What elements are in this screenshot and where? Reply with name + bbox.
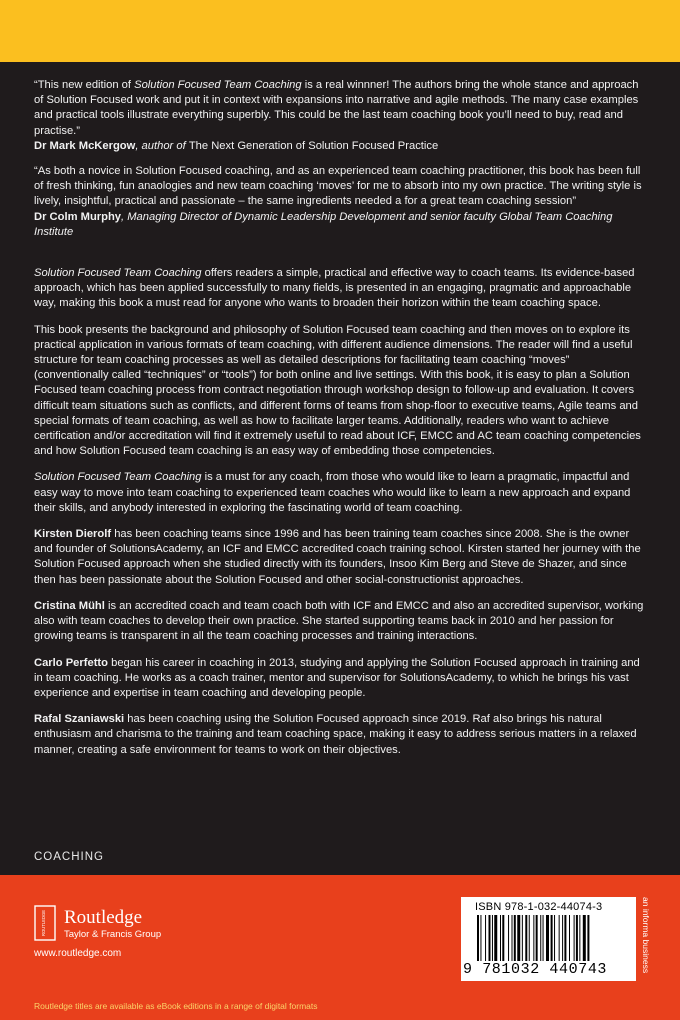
barcode-bar	[533, 915, 534, 961]
quote-2-text: “As both a novice in Solution Focused coaching, and as an experienced team coaching practitioner, this book has been full of fresh thinking, fun anaologies and new team coaching ‘moves’ for me to absorb into my own practice. The writing style is lively, insightful, practical and passionate – the same ingredients needed a for a great team coaching session”	[34, 165, 642, 208]
author-bio-carlo-perfetto	[34, 656, 646, 702]
barcode-bar	[559, 915, 560, 961]
publisher-band	[0, 875, 680, 1020]
routledge-logo-mark-icon	[34, 905, 56, 941]
publisher-url[interactable]: www.routledge.com	[34, 948, 122, 959]
endorsement-quote-2	[34, 164, 646, 240]
endorsement-quote-1	[34, 78, 646, 154]
author-bio-text: began his career in coaching in 2013, studying and applying the Solution Focused approach in training and in team coaching. He works as a coach trainer, mentor and supervisor for SolutionsAcademy, to which he brings his vast experience and expertise in team coaching and developing people.	[34, 656, 640, 699]
author-bio-cristina-muhl	[34, 599, 646, 645]
quote-1-book-title: Solution Focused Team Coaching	[134, 79, 302, 91]
barcode-bar	[564, 915, 566, 961]
author-name: Cristina Mühl	[34, 599, 105, 612]
description-book-title-2: Solution Focused Team Coaching	[34, 471, 202, 484]
back-cover-text-panel	[0, 62, 680, 875]
barcode-bar	[554, 915, 555, 961]
barcode-bar	[546, 915, 549, 961]
barcode-bar	[480, 915, 481, 961]
quote-1-text-start: “This new edition of	[34, 79, 135, 91]
description-paragraph-2: This book presents the background and philosophy of Solution Focused team coaching and then moves on to explore its practical application in various formats of team coaching, with different audience dimensions. The reader will find a useful structure for team coaching processes as well as detailed descriptions for facilitating team coaching “moves” (conventionally called “techniques” or “tools”) for both online and live settings. With this book, it is easy to plan a Solution Focused team coaching process from contract negotiation through workshop design to follow-up and evaluation. It covers difficult team situations such as conflicts, and different forms of teams from shop-floor to executive teams, Agile teams and special formats of team coaching, as well as how to facilitate larger teams. Additionally, readers who want to achieve certification and/or accreditation will find it extremely useful to read about ICF, EMCC and AC team coaching competencies and how Solution Focused team coaching is an easy way of embedding those competencies.	[34, 323, 641, 458]
barcode-bar	[579, 915, 580, 961]
quote-1-role: , author of	[135, 139, 189, 152]
barcode-bar	[587, 915, 589, 961]
barcode-bar	[536, 915, 538, 961]
author-name: Carlo Perfetto	[34, 656, 108, 669]
barcode-bar	[574, 915, 575, 961]
barcode-bar	[517, 915, 520, 961]
barcode-bar	[477, 915, 479, 961]
barcode-bar	[492, 915, 493, 961]
barcode-bar	[522, 915, 523, 961]
description-book-title: Solution Focused Team Coaching	[34, 267, 202, 280]
barcode-bar	[540, 915, 541, 961]
barcode-bar	[551, 915, 553, 961]
description-paragraph-3	[34, 470, 646, 516]
barcode-bar	[569, 915, 570, 961]
quote-2-author: Dr Colm Murphy	[34, 210, 122, 223]
barcode-bar	[502, 915, 504, 961]
barcode-bar	[514, 915, 516, 961]
description-paragraph-1	[34, 266, 646, 312]
barcode-bar	[512, 915, 513, 961]
barcode-bar	[529, 915, 530, 961]
quote-1-author-work: The Next Generation of Solution Focused Practice	[188, 139, 439, 152]
barcode-bar	[485, 915, 486, 961]
informa-business-tagline	[640, 897, 652, 981]
quote-2-role: , Managing Director of Dynamic Leadership Development and senior faculty Global Team Coaching Institute	[34, 210, 613, 238]
subject-category: COACHING	[34, 851, 104, 863]
barcode-bar	[583, 915, 586, 961]
barcode-bar	[576, 915, 578, 961]
barcode-bar	[489, 915, 491, 961]
informa-tagline-text: an informa business	[641, 897, 651, 974]
author-bio-kirsten-dierolf	[34, 527, 646, 588]
description-paragraph-1-text: offers readers a simple, practical and effective way to coach teams. Its evidence-based approach, which has been applied successfully to many fields, is presented in an engaging, pragmatic and approachable way, making this book a must read for anyone who wants to broaden their horizon within the team coaching space.	[34, 267, 635, 310]
barcode-bar	[543, 915, 544, 961]
barcode-bar	[525, 915, 527, 961]
ebook-availability-note: Routledge titles are available as eBook editions in a range of digital formats	[34, 1001, 318, 1011]
author-bio-text: has been coaching teams since 1996 and has been training team coaches since 2008. She is the owner and founder of SolutionsAcademy, an ICF and EMCC accredited coach training school. Kirsten started her journey with the Solution Focused approach when she studied directly with its founders, Insoo Kim Berg and Steve de Shazer, and since then has been passionate about the Solution Focused and other social-constructionist approaches.	[34, 528, 641, 586]
barcode-bar	[500, 915, 501, 961]
quote-1-author: Dr Mark McKergow	[34, 139, 136, 152]
author-bio-rafal-szaniawski	[34, 712, 646, 758]
isbn-barcode-box	[461, 897, 636, 981]
author-name: Kirsten Dierolf	[34, 528, 112, 541]
top-color-band	[0, 0, 680, 62]
publisher-name: Routledge	[64, 907, 143, 928]
quote-1-text-end: is a real winnner! The authors bring the whole stance and approach of Solution Focused work and put it in context with expansions into narrative and agile methods. The many case examples and practical tools illustrate everything superbly. This could be the last team coaching book you’ll need to buy, read and practise.”	[34, 79, 639, 137]
author-name: Rafal Szaniawski	[34, 713, 125, 726]
svg-text:ROUTLEDGE: ROUTLEDGE	[41, 909, 46, 937]
barcode-digits: 9 781032 440743	[463, 961, 608, 978]
author-bio-text: is an accredited coach and team coach both with ICF and EMCC and also an accredited supervisor, working also with team coaches to develop their own practice. She started supporting teams back in 2010 and her passion for growing teams is transparent in all the team coaching processes and training interactions.	[34, 599, 644, 643]
barcode-icon	[467, 915, 632, 965]
author-bio-text: has been coaching using the Solution Focused approach since 2019. Raf also brings his natural enthusiasm and charisma to the training and team coaching space, making it easy to address serious matters in a relaxed manner, creating a safe environment for teams to work on their objectives.	[34, 713, 637, 756]
barcode-bar	[508, 915, 509, 961]
back-cover-content	[34, 78, 646, 769]
barcode-bar	[494, 915, 497, 961]
barcode-bar	[562, 915, 563, 961]
publisher-group: Taylor & Francis Group	[64, 929, 162, 940]
isbn-label: ISBN 978-1-032-44074-3	[475, 901, 603, 913]
routledge-logo	[34, 905, 274, 945]
description-paragraph-3-text: is a must for any coach, from those who would like to learn a pragmatic, impactful and easy way to move into team coaching to experienced team coaches who would like to learn a new approach and expand their skills, and anybody interested in exploring the fascinating world of team coaching.	[34, 471, 631, 514]
